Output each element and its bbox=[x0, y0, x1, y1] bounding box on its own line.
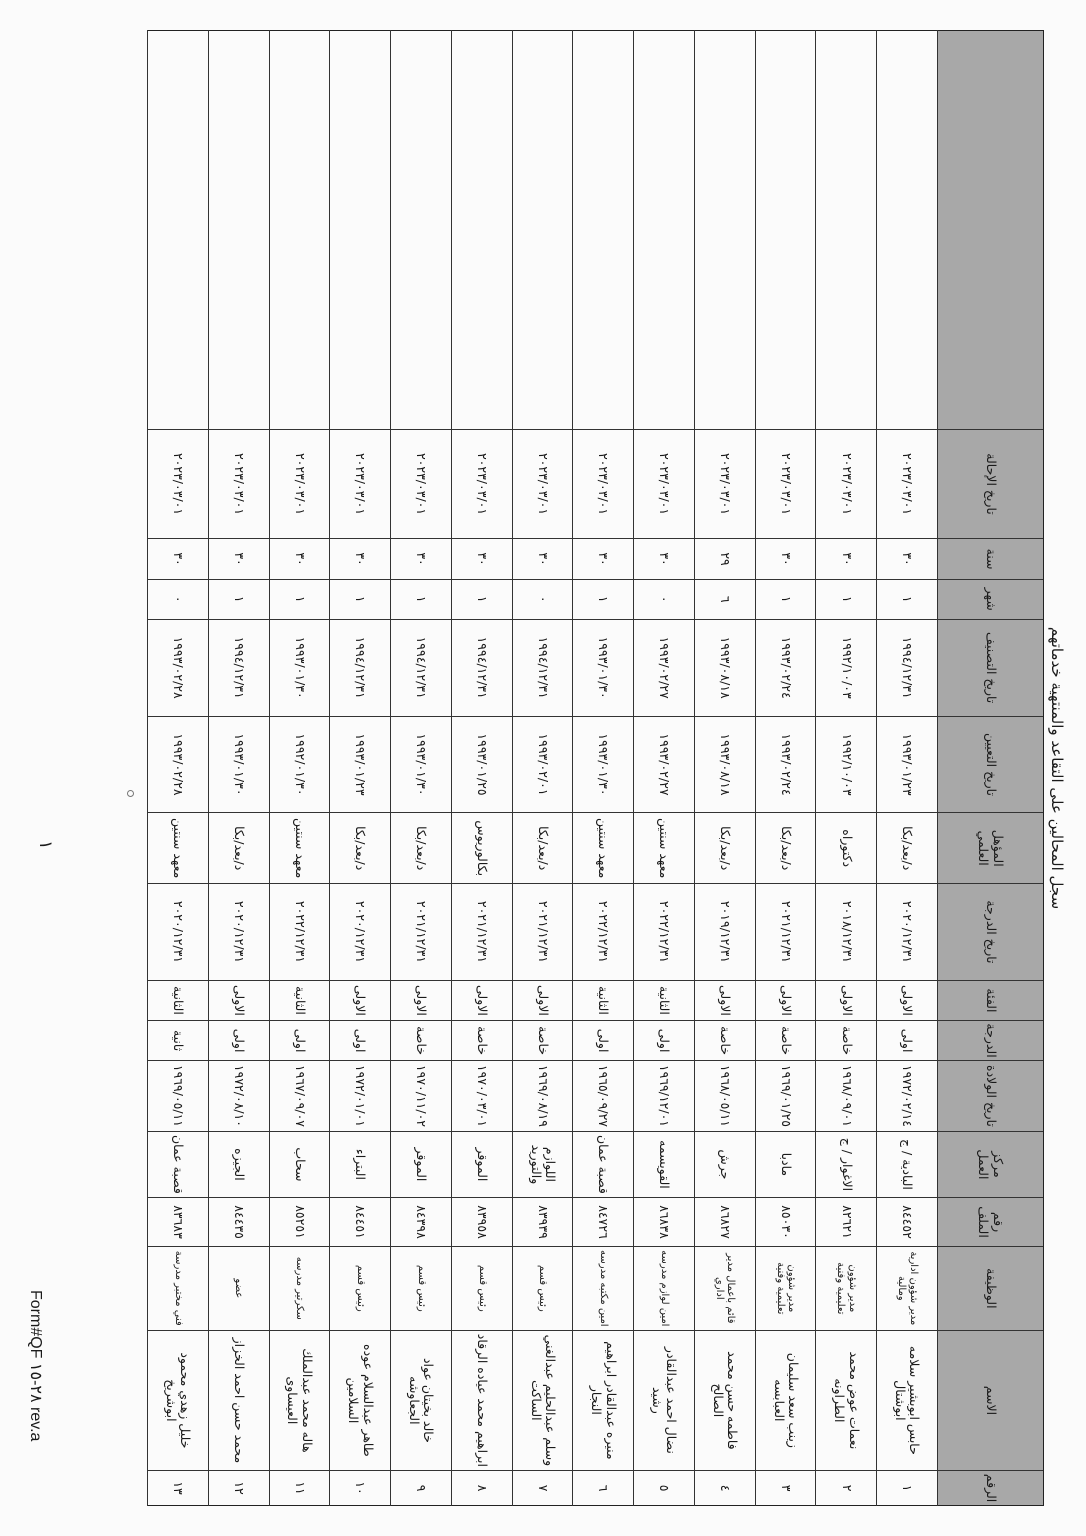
cell-classification: ١٩٩٣/٠٢/٢٧ bbox=[634, 619, 694, 716]
cell-qualification: معهد سنتين bbox=[148, 812, 208, 883]
cell-work: الجيزه bbox=[209, 1131, 269, 1197]
cell-job: رئيس قسم bbox=[330, 1246, 390, 1330]
cell-name: خليل زهدي محمود ابوشريخ bbox=[148, 1330, 208, 1470]
cell-name: نضال احمد عبدالقادر رشيد bbox=[634, 1330, 694, 1470]
cell-name: خالد بخيتان عواد الجعاوشه bbox=[391, 1330, 451, 1470]
cell-name: منيره عبدالقادر ابراهيم النجار bbox=[573, 1330, 633, 1470]
cell-degree: اولى bbox=[573, 1020, 633, 1060]
cell-category: الثانية bbox=[634, 980, 694, 1020]
cell-category: الاولى bbox=[391, 980, 451, 1020]
cell-months: ٠ bbox=[513, 579, 573, 619]
cell-appointment: ١٩٩٣/٠٢/٠١ bbox=[513, 716, 573, 813]
cell-years: ٣٠ bbox=[634, 538, 694, 578]
cell-degree: خاصة bbox=[756, 1020, 816, 1060]
cell-work: القويسمه bbox=[634, 1131, 694, 1197]
cell-referral: ٢٠٢٣/٠٣/٠١ bbox=[209, 429, 269, 539]
cell-category: الاولى bbox=[816, 980, 876, 1020]
cell-blank bbox=[756, 30, 816, 429]
cell-birth: ١٩٦٥/٠٩/٢٧ bbox=[573, 1060, 633, 1131]
cell-file: ٨٤٤٣٥ bbox=[209, 1197, 269, 1246]
cell-years: ٢٩ bbox=[695, 538, 755, 578]
cell-years: ٣٠ bbox=[148, 538, 208, 578]
table-row bbox=[694, 30, 755, 1506]
header-qualification: المؤهل العلمي bbox=[938, 812, 1043, 883]
cell-name: طاهر عبدالسلام عوده السلامين bbox=[330, 1330, 390, 1470]
cell-degree: اولى bbox=[877, 1020, 937, 1060]
form-code: Form#QF ٢٨-١٥ rev.a bbox=[27, 1290, 44, 1442]
cell-classification: ١٩٩٤/١٢/٣١ bbox=[391, 619, 451, 716]
cell-classification: ١٩٩٣/٠١/٣٠ bbox=[573, 619, 633, 716]
cell-work: الموقر bbox=[452, 1131, 512, 1197]
cell-qualification: معهد سنتين bbox=[573, 812, 633, 883]
cell-degree-date: ٢٠٢٢/١٢/٣١ bbox=[573, 883, 633, 980]
cell-birth: ١٩٦٩/٠٨/١٩ bbox=[513, 1060, 573, 1131]
table-row bbox=[390, 30, 451, 1506]
table-row bbox=[269, 30, 330, 1506]
cell-appointment: ١٩٩٣/٠١/٣٠ bbox=[209, 716, 269, 813]
cell-work: البادية / ج bbox=[877, 1131, 937, 1197]
table-row bbox=[451, 30, 512, 1506]
cell-referral: ٢٠٢٣/٠٣/٠١ bbox=[877, 429, 937, 539]
cell-degree-date: ٢٠٢٢/١٢/٣١ bbox=[270, 883, 330, 980]
cell-qualification: د/بعد/بكا bbox=[756, 812, 816, 883]
cell-work: الموقر bbox=[391, 1131, 451, 1197]
cell-no: ٦ bbox=[573, 1470, 633, 1506]
header-appointment: تاريخ التعيين bbox=[938, 716, 1043, 813]
cell-job: رئيس قسم bbox=[452, 1246, 512, 1330]
cell-blank bbox=[877, 30, 937, 429]
cell-qualification: د/بعد/بكا bbox=[877, 812, 937, 883]
cell-degree: خاصة bbox=[391, 1020, 451, 1060]
table-row bbox=[572, 30, 633, 1506]
header-no: الرقم bbox=[938, 1470, 1043, 1506]
cell-file: ٨٣٩٣٩ bbox=[513, 1197, 573, 1246]
cell-months: ١ bbox=[391, 579, 451, 619]
cell-birth: ١٩٦٩/٠٥/١١ bbox=[148, 1060, 208, 1131]
cell-no: ٩ bbox=[391, 1470, 451, 1506]
cell-degree: خاصة bbox=[695, 1020, 755, 1060]
cell-degree-date: ٢٠٢١/١٢/٣١ bbox=[391, 883, 451, 980]
cell-birth: ١٩٦٨/٠٩/٠١ bbox=[816, 1060, 876, 1131]
cell-degree: اولى bbox=[330, 1020, 390, 1060]
cell-name: حابس ابوبشير سلامه ابوشتال bbox=[877, 1330, 937, 1470]
cell-work: الاغوار / ج bbox=[816, 1131, 876, 1197]
header-degree-date: تاريخ الدرجة bbox=[938, 883, 1043, 980]
cell-months: ٦ bbox=[695, 579, 755, 619]
cell-years: ٣٠ bbox=[209, 538, 269, 578]
cell-category: الاولى bbox=[695, 980, 755, 1020]
table-row bbox=[755, 30, 816, 1506]
table-row bbox=[633, 30, 694, 1506]
cell-degree-date: ٢٠١٨/١٢/٣١ bbox=[816, 883, 876, 980]
cell-birth: ١٩٦٩/٠١/٢٥ bbox=[756, 1060, 816, 1131]
cell-degree: خاصة bbox=[513, 1020, 573, 1060]
table-row bbox=[147, 30, 208, 1506]
cell-years: ٣٠ bbox=[270, 538, 330, 578]
header-file: رقم الملف bbox=[938, 1197, 1043, 1246]
cell-months: ١ bbox=[452, 579, 512, 619]
cell-category: الثانية bbox=[148, 980, 208, 1020]
cell-birth: ١٩٧٢/٠١/٠١ bbox=[330, 1060, 390, 1131]
cell-qualification: د/بعد/بكا bbox=[391, 812, 451, 883]
cell-classification: ١٩٩٣/٠٢/٢٤ bbox=[756, 619, 816, 716]
cell-referral: ٢٠٢٣/٠٣/٠١ bbox=[513, 429, 573, 539]
cell-classification: ١٩٩٤/١٢/٣١ bbox=[513, 619, 573, 716]
cell-appointment: ١٩٩٣/٠٢/٢٨ bbox=[148, 716, 208, 813]
table-row bbox=[208, 30, 269, 1506]
cell-degree-date: ٢٠١٩/١٢/٣١ bbox=[695, 883, 755, 980]
cell-file: ٨٤٤٥١ bbox=[330, 1197, 390, 1246]
cell-birth: ١٩٦٩/١٢/٠١ bbox=[634, 1060, 694, 1131]
header-degree: الدرجة bbox=[938, 1020, 1043, 1060]
cell-years: ٣٠ bbox=[452, 538, 512, 578]
cell-file: ٨٥٠٣٠ bbox=[756, 1197, 816, 1246]
cell-job: مدير شؤون تعليمية وفنية bbox=[816, 1246, 876, 1330]
cell-file: ٨٥٢٥١ bbox=[270, 1197, 330, 1246]
cell-no: ٧ bbox=[513, 1470, 573, 1506]
cell-appointment: ١٩٩٣/٠١/٢٣ bbox=[877, 716, 937, 813]
cell-no: ٢ bbox=[816, 1470, 876, 1506]
cell-birth: ١٩٧٠/٠٣/٠١ bbox=[452, 1060, 512, 1131]
cell-birth: ١٩٧٠/١١/٠٢ bbox=[391, 1060, 451, 1131]
page-number: ١ bbox=[35, 840, 56, 850]
cell-degree-date: ٢٠٢٠/١٢/٣١ bbox=[148, 883, 208, 980]
header-birth: تاريخ الولادة bbox=[938, 1060, 1043, 1131]
cell-blank bbox=[391, 30, 451, 429]
cell-job: مدير شؤون ادارية ومالية bbox=[877, 1246, 937, 1330]
cell-name: فاطمه حسن محمد الصالح bbox=[695, 1330, 755, 1470]
cell-file: ٨٤٤٥٢ bbox=[877, 1197, 937, 1246]
cell-classification: ١٩٩٤/١٢/٣١ bbox=[330, 619, 390, 716]
cell-blank bbox=[452, 30, 512, 429]
cell-file: ٨٣٦٨٣ bbox=[148, 1197, 208, 1246]
cell-referral: ٢٠٢٣/٠٣/٠١ bbox=[391, 429, 451, 539]
cell-degree-date: ٢٠٢١/١٢/٣١ bbox=[452, 883, 512, 980]
cell-months: ١ bbox=[209, 579, 269, 619]
cell-degree-date: ٢٠٢١/١٢/٣١ bbox=[756, 883, 816, 980]
cell-months: ٠ bbox=[634, 579, 694, 619]
cell-degree: اولى bbox=[209, 1020, 269, 1060]
cell-qualification: معهد سنتين bbox=[270, 812, 330, 883]
cell-no: ١٢ bbox=[209, 1470, 269, 1506]
cell-work: مادبا bbox=[756, 1131, 816, 1197]
cell-degree: اولى bbox=[270, 1020, 330, 1060]
header-category: الفئة bbox=[938, 980, 1043, 1020]
cell-referral: ٢٠٢٣/٠٣/٠١ bbox=[634, 429, 694, 539]
cell-appointment: ١٩٩٣/٠١/٣٠ bbox=[391, 716, 451, 813]
header-blank bbox=[938, 30, 1043, 429]
cell-blank bbox=[330, 30, 390, 429]
cell-birth: ١٩٧٢/٠٨/١٠ bbox=[209, 1060, 269, 1131]
cell-no: ١ bbox=[877, 1470, 937, 1506]
cell-category: الاولى bbox=[513, 980, 573, 1020]
cell-job: امين لوازم مدرسه bbox=[634, 1246, 694, 1330]
cell-years: ٣٠ bbox=[877, 538, 937, 578]
cell-degree-date: ٢٠٢٠/١٢/٣١ bbox=[877, 883, 937, 980]
header-name: الاسم bbox=[938, 1330, 1043, 1470]
cell-classification: ١٩٩٤/١٢/٣١ bbox=[877, 619, 937, 716]
cell-appointment: ١٩٩٣/٠١/٢٣ bbox=[330, 716, 390, 813]
cell-no: ١١ bbox=[270, 1470, 330, 1506]
cell-qualification: د/بعد/بكا bbox=[695, 812, 755, 883]
cell-name: هاله محمد عبدالملك العيساوى bbox=[270, 1330, 330, 1470]
cell-classification: ١٩٩٢/١٠/٠٣ bbox=[816, 619, 876, 716]
table-row bbox=[815, 30, 876, 1506]
cell-job: قائم باعمال مدير اداري bbox=[695, 1246, 755, 1330]
cell-category: الاولى bbox=[209, 980, 269, 1020]
cell-job: مدير شؤون تعليمية وفنية bbox=[756, 1246, 816, 1330]
cell-name: زينب سعد سليمان العبابسه bbox=[756, 1330, 816, 1470]
cell-months: ١ bbox=[756, 579, 816, 619]
cell-qualification: د/بعد/بكا bbox=[209, 812, 269, 883]
cell-years: ٣٠ bbox=[330, 538, 390, 578]
cell-referral: ٢٠٢٣/٠٣/٠١ bbox=[270, 429, 330, 539]
cell-category: الاولى bbox=[756, 980, 816, 1020]
cell-file: ٨٢٦٢١ bbox=[816, 1197, 876, 1246]
document-title: سجل المحالين على التقاعد والمنتهية خدماتهم bbox=[1048, 626, 1066, 910]
cell-blank bbox=[695, 30, 755, 429]
cell-job: عضو bbox=[209, 1246, 269, 1330]
cell-referral: ٢٠٢٣/٠٣/٠١ bbox=[816, 429, 876, 539]
cell-years: ٣٠ bbox=[391, 538, 451, 578]
cell-referral: ٢٠٢٣/٠٣/٠١ bbox=[330, 429, 390, 539]
table-row bbox=[512, 30, 573, 1506]
cell-referral: ٢٠٢٣/٠٣/٠١ bbox=[695, 429, 755, 539]
cell-years: ٣٠ bbox=[816, 538, 876, 578]
cell-no: ٨ bbox=[452, 1470, 512, 1506]
cell-file: ٨٤٧٢٦ bbox=[573, 1197, 633, 1246]
cell-appointment: ١٩٩٢/٠١/٣٠ bbox=[270, 716, 330, 813]
cell-appointment: ١٩٩٣/٠١/٢٥ bbox=[452, 716, 512, 813]
cell-no: ١٠ bbox=[330, 1470, 390, 1506]
cell-qualification: د/بعد/بكا bbox=[513, 812, 573, 883]
cell-job: سكرتير مدرسه bbox=[270, 1246, 330, 1330]
cell-birth: ١٩٧٢/٠٢/١٤ bbox=[877, 1060, 937, 1131]
cell-blank bbox=[573, 30, 633, 429]
cell-qualification: بكالوريوس bbox=[452, 812, 512, 883]
cell-classification: ١٩٩٣/٠٨/١٨ bbox=[695, 619, 755, 716]
cell-name: نعمات عوض محمد الطراونه bbox=[816, 1330, 876, 1470]
cell-no: ٤ bbox=[695, 1470, 755, 1506]
cell-job: رئيس قسم bbox=[391, 1246, 451, 1330]
cell-file: ٨٦٨٣٨ bbox=[634, 1197, 694, 1246]
cell-degree-date: ٢٠٢٢/١٢/٣١ bbox=[634, 883, 694, 980]
table-row bbox=[329, 30, 390, 1506]
cell-appointment: ١٩٩٣/٠١/٣٠ bbox=[573, 716, 633, 813]
cell-blank bbox=[634, 30, 694, 429]
cell-referral: ٢٠٢٣/٠٣/٠١ bbox=[756, 429, 816, 539]
table-header-row bbox=[937, 30, 1044, 1506]
cell-blank bbox=[513, 30, 573, 429]
header-referral: تاريخ الإحالة bbox=[938, 429, 1043, 539]
cell-file: ٨٣٩٥٨ bbox=[452, 1197, 512, 1246]
cell-degree: ثانية bbox=[148, 1020, 208, 1060]
cell-classification: ١٩٩٤/١٢/٣١ bbox=[209, 619, 269, 716]
cell-years: ٣٠ bbox=[573, 538, 633, 578]
cell-qualification: معهد سنتين bbox=[634, 812, 694, 883]
cell-degree: اولى bbox=[634, 1020, 694, 1060]
cell-no: ٣ bbox=[756, 1470, 816, 1506]
cell-blank bbox=[816, 30, 876, 429]
cell-degree: خاصة bbox=[816, 1020, 876, 1060]
cell-referral: ٢٠٢٣/٠٣/٠١ bbox=[452, 429, 512, 539]
table-row bbox=[876, 30, 937, 1506]
header-job: الوظيفة bbox=[938, 1246, 1043, 1330]
cell-file: ٨٦٨٢٧ bbox=[695, 1197, 755, 1246]
cell-work: سحاب bbox=[270, 1131, 330, 1197]
cell-job: امين مكتبه مدرسه bbox=[573, 1246, 633, 1330]
cell-no: ٥ bbox=[634, 1470, 694, 1506]
cell-name: ابراهيم محمد عياده الرقاد bbox=[452, 1330, 512, 1470]
header-classification: تاريخ التصنيف bbox=[938, 619, 1043, 716]
cell-work: جرش bbox=[695, 1131, 755, 1197]
cell-referral: ٢٠٢٣/٠٣/٠١ bbox=[148, 429, 208, 539]
cell-birth: ١٩٦٨/٠٥/١١ bbox=[695, 1060, 755, 1131]
cell-months: ١ bbox=[816, 579, 876, 619]
cell-months: ١ bbox=[573, 579, 633, 619]
cell-classification: ١٩٩٣/٠١/٣٠ bbox=[270, 619, 330, 716]
cell-appointment: ١٩٩٢/١٠/٠٣ bbox=[816, 716, 876, 813]
cell-work: قصبة عمان bbox=[148, 1131, 208, 1197]
cell-classification: ١٩٩٤/١٢/٣١ bbox=[452, 619, 512, 716]
cell-blank bbox=[209, 30, 269, 429]
cell-category: الاولى bbox=[330, 980, 390, 1020]
retirees-table bbox=[147, 30, 1044, 1506]
cell-work: اللوازم والتوريد bbox=[513, 1131, 573, 1197]
cell-work: قصبة عمان bbox=[573, 1131, 633, 1197]
cell-job: فني مختبر مدرسة bbox=[148, 1246, 208, 1330]
cell-category: الاولى bbox=[452, 980, 512, 1020]
cell-work: البتراء bbox=[330, 1131, 390, 1197]
cell-job: رئيس قسم bbox=[513, 1246, 573, 1330]
cell-appointment: ١٩٩٣/٠٢/٢٧ bbox=[634, 716, 694, 813]
cell-birth: ١٩٦٧/٠٩/٠٧ bbox=[270, 1060, 330, 1131]
header-years: سنة bbox=[938, 538, 1043, 578]
header-months: شهر bbox=[938, 579, 1043, 619]
cell-months: ١ bbox=[330, 579, 390, 619]
cell-appointment: ١٩٩٣/٠٢/٢٤ bbox=[756, 716, 816, 813]
cell-classification: ١٩٩٣/٠٢/٢٨ bbox=[148, 619, 208, 716]
cell-category: الاولى bbox=[877, 980, 937, 1020]
cell-months: ٠ bbox=[148, 579, 208, 619]
cell-qualification: د/بعد/بكا bbox=[330, 812, 390, 883]
cell-months: ١ bbox=[270, 579, 330, 619]
cell-degree: خاصة bbox=[452, 1020, 512, 1060]
cell-appointment: ١٩٩٣/٠٨/١٨ bbox=[695, 716, 755, 813]
cell-years: ٣٠ bbox=[513, 538, 573, 578]
cell-degree-date: ٢٠٢٠/١٢/٣١ bbox=[209, 883, 269, 980]
cell-months: ١ bbox=[877, 579, 937, 619]
scan-mark bbox=[127, 790, 134, 797]
cell-category: الثانية bbox=[270, 980, 330, 1020]
cell-qualification: دكتوراه bbox=[816, 812, 876, 883]
cell-no: ١٣ bbox=[148, 1470, 208, 1506]
cell-years: ٣٠ bbox=[756, 538, 816, 578]
cell-referral: ٢٠٢٣/٠٣/٠١ bbox=[573, 429, 633, 539]
cell-name: محمد حسن احمد الخزاز bbox=[209, 1330, 269, 1470]
cell-degree-date: ٢٠٢٠/١٢/٣١ bbox=[330, 883, 390, 980]
cell-name: وسلم عبدالحليم عبدالغني الساكت bbox=[513, 1330, 573, 1470]
cell-degree-date: ٢٠٢١/١٢/٣١ bbox=[513, 883, 573, 980]
header-work: مركز العمل bbox=[938, 1131, 1043, 1197]
cell-category: الثانية bbox=[573, 980, 633, 1020]
cell-blank bbox=[270, 30, 330, 429]
cell-blank bbox=[148, 30, 208, 429]
cell-file: ٨٤٣٩٨ bbox=[391, 1197, 451, 1246]
